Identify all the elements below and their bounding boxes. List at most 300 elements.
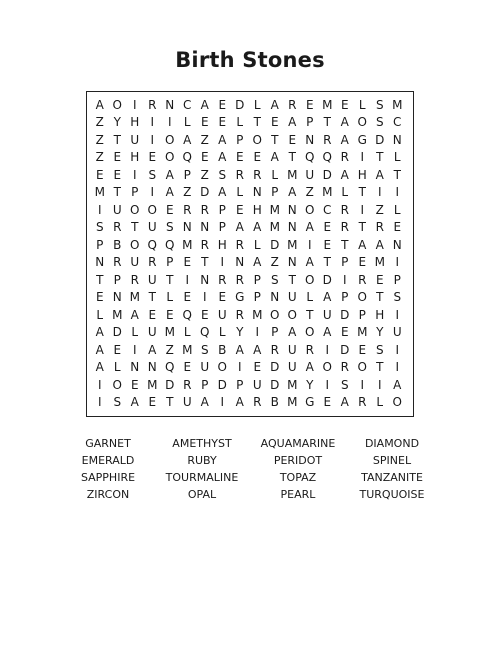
grid-letter[interactable]: P (271, 325, 279, 340)
grid-letter[interactable]: D (322, 167, 332, 182)
grid-letter[interactable]: D (340, 342, 350, 357)
grid-letter[interactable]: E (235, 150, 244, 165)
grid-letter[interactable]: E (200, 307, 209, 322)
grid-letter[interactable]: U (200, 360, 210, 375)
grid-letter[interactable]: H (130, 150, 140, 165)
grid-letter[interactable]: M (322, 97, 333, 112)
grid-letter[interactable]: I (395, 307, 400, 322)
grid-letter[interactable]: M (147, 377, 158, 392)
grid-letter[interactable]: M (322, 185, 333, 200)
grid-letter[interactable]: A (288, 115, 297, 130)
grid-letter[interactable]: U (392, 325, 402, 340)
grid-letter[interactable]: E (253, 360, 262, 375)
grid-letter[interactable]: P (393, 272, 401, 287)
grid-letter[interactable]: L (376, 395, 384, 410)
grid-letter[interactable]: N (112, 290, 122, 305)
grid-letter[interactable]: R (305, 342, 314, 357)
grid-letter[interactable]: O (252, 132, 262, 147)
grid-letter[interactable]: Z (200, 132, 209, 147)
grid-letter[interactable]: A (165, 167, 174, 182)
grid-letter[interactable]: H (130, 115, 140, 130)
grid-letter[interactable]: E (323, 220, 332, 235)
grid-letter[interactable]: R (375, 220, 384, 235)
grid-letter[interactable]: M (252, 307, 263, 322)
grid-letter[interactable]: A (340, 395, 349, 410)
grid-letter[interactable]: T (271, 132, 279, 147)
grid-letter[interactable]: E (148, 150, 157, 165)
grid-letter[interactable]: A (235, 395, 244, 410)
grid-letter[interactable]: E (340, 97, 349, 112)
grid-letter[interactable]: L (183, 115, 191, 130)
grid-letter[interactable]: Y (113, 115, 121, 130)
grid-letter[interactable]: A (218, 132, 227, 147)
grid-letter[interactable]: S (95, 220, 104, 235)
grid-letter[interactable]: I (97, 395, 102, 410)
grid-letter[interactable]: T (113, 185, 121, 200)
grid-letter[interactable]: E (323, 395, 332, 410)
grid-letter[interactable]: I (307, 237, 312, 252)
grid-letter[interactable]: A (200, 97, 209, 112)
grid-letter[interactable]: E (113, 167, 122, 182)
grid-letter[interactable]: R (235, 167, 244, 182)
grid-letter[interactable]: S (375, 115, 384, 130)
grid-letter[interactable]: Z (200, 167, 209, 182)
grid-letter[interactable]: R (340, 150, 349, 165)
grid-letter[interactable]: A (165, 185, 174, 200)
grid-letter[interactable]: R (183, 202, 192, 217)
grid-letter[interactable]: E (375, 272, 384, 287)
grid-letter[interactable]: D (165, 377, 175, 392)
grid-letter[interactable]: A (323, 325, 332, 340)
grid-letter[interactable]: S (113, 395, 122, 410)
grid-letter[interactable]: Z (375, 202, 384, 217)
grid-letter[interactable]: N (287, 202, 297, 217)
grid-letter[interactable]: D (322, 272, 332, 287)
grid-letter[interactable]: U (287, 290, 297, 305)
grid-letter[interactable]: R (200, 202, 209, 217)
grid-letter[interactable]: I (132, 97, 137, 112)
grid-letter[interactable]: A (340, 167, 349, 182)
grid-letter[interactable]: U (322, 307, 332, 322)
grid-letter[interactable]: E (200, 115, 209, 130)
grid-letter[interactable]: A (95, 97, 104, 112)
grid-letter[interactable]: B (113, 237, 122, 252)
grid-letter[interactable]: H (357, 167, 367, 182)
grid-letter[interactable]: E (305, 97, 314, 112)
grid-letter[interactable]: A (218, 150, 227, 165)
grid-letter[interactable]: U (147, 325, 157, 340)
grid-letter[interactable]: P (166, 255, 174, 270)
grid-letter[interactable]: O (357, 360, 367, 375)
grid-letter[interactable]: P (113, 272, 121, 287)
grid-letter[interactable]: P (253, 290, 261, 305)
grid-letter[interactable]: A (270, 97, 279, 112)
grid-letter[interactable]: O (392, 395, 402, 410)
grid-letter[interactable]: O (357, 115, 367, 130)
grid-letter[interactable]: D (375, 132, 385, 147)
grid-letter[interactable]: I (395, 255, 400, 270)
grid-letter[interactable]: U (147, 220, 157, 235)
grid-letter[interactable]: S (340, 377, 349, 392)
grid-letter[interactable]: E (340, 325, 349, 340)
grid-letter[interactable]: T (393, 167, 401, 182)
grid-letter[interactable]: M (287, 167, 298, 182)
grid-letter[interactable]: T (148, 290, 156, 305)
grid-letter[interactable]: L (96, 307, 104, 322)
grid-letter[interactable]: I (167, 115, 172, 130)
grid-letter[interactable]: U (147, 272, 157, 287)
grid-letter[interactable]: O (357, 290, 367, 305)
grid-letter[interactable]: I (150, 185, 155, 200)
grid-letter[interactable]: Q (322, 150, 332, 165)
grid-letter[interactable]: O (147, 202, 157, 217)
grid-letter[interactable]: L (253, 97, 261, 112)
grid-letter[interactable]: U (252, 377, 262, 392)
grid-letter[interactable]: N (200, 272, 210, 287)
grid-letter[interactable]: D (235, 97, 245, 112)
grid-letter[interactable]: I (97, 377, 102, 392)
grid-letter[interactable]: R (253, 395, 262, 410)
grid-letter[interactable]: Z (95, 150, 104, 165)
grid-letter[interactable]: S (165, 220, 174, 235)
grid-letter[interactable]: L (253, 237, 261, 252)
grid-letter[interactable]: M (357, 325, 368, 340)
grid-letter[interactable]: R (148, 255, 157, 270)
grid-letter[interactable]: Q (182, 307, 192, 322)
grid-letter[interactable]: T (323, 115, 331, 130)
grid-letter[interactable]: A (253, 220, 262, 235)
grid-letter[interactable]: E (148, 307, 157, 322)
grid-letter[interactable]: T (113, 132, 121, 147)
grid-letter[interactable]: L (236, 115, 244, 130)
grid-letter[interactable]: R (235, 307, 244, 322)
grid-letter[interactable]: Y (376, 325, 384, 340)
grid-letter[interactable]: R (288, 97, 297, 112)
grid-letter[interactable]: Q (165, 360, 175, 375)
grid-letter[interactable]: T (288, 150, 296, 165)
grid-letter[interactable]: U (287, 342, 297, 357)
grid-letter[interactable]: E (165, 202, 174, 217)
grid-letter[interactable]: O (130, 202, 140, 217)
grid-letter[interactable]: L (236, 185, 244, 200)
grid-letter[interactable]: D (340, 307, 350, 322)
grid-letter[interactable]: T (376, 360, 384, 375)
grid-letter[interactable]: E (235, 202, 244, 217)
grid-letter[interactable]: A (323, 290, 332, 305)
grid-letter[interactable]: U (112, 202, 122, 217)
grid-letter[interactable]: L (218, 325, 226, 340)
grid-letter[interactable]: P (358, 307, 366, 322)
grid-letter[interactable]: R (235, 272, 244, 287)
grid-letter[interactable]: I (220, 395, 225, 410)
grid-letter[interactable]: I (132, 167, 137, 182)
grid-letter[interactable]: R (270, 342, 279, 357)
grid-letter[interactable]: O (305, 202, 315, 217)
grid-letter[interactable]: I (237, 360, 242, 375)
grid-letter[interactable]: P (96, 237, 104, 252)
grid-letter[interactable]: A (235, 342, 244, 357)
grid-letter[interactable]: A (340, 115, 349, 130)
grid-letter[interactable]: O (305, 325, 315, 340)
grid-letter[interactable]: S (393, 290, 402, 305)
grid-letter[interactable]: L (183, 325, 191, 340)
grid-letter[interactable]: E (323, 237, 332, 252)
grid-letter[interactable]: N (252, 185, 262, 200)
grid-letter[interactable]: A (183, 132, 192, 147)
grid-letter[interactable]: I (150, 132, 155, 147)
grid-letter[interactable]: E (270, 115, 279, 130)
grid-letter[interactable]: U (130, 255, 140, 270)
grid-letter[interactable]: R (340, 220, 349, 235)
grid-letter[interactable]: Z (305, 185, 314, 200)
grid-letter[interactable]: P (218, 220, 226, 235)
grid-letter[interactable]: T (131, 220, 139, 235)
grid-letter[interactable]: E (218, 97, 227, 112)
grid-letter[interactable]: N (392, 237, 402, 252)
grid-letter[interactable]: P (341, 290, 349, 305)
grid-letter[interactable]: I (255, 325, 260, 340)
grid-letter[interactable]: O (130, 237, 140, 252)
grid-letter[interactable]: R (148, 97, 157, 112)
grid-letter[interactable]: M (94, 185, 105, 200)
grid-letter[interactable]: R (253, 167, 262, 182)
grid-letter[interactable]: T (166, 272, 174, 287)
grid-letter[interactable]: N (165, 97, 175, 112)
grid-letter[interactable]: A (305, 255, 314, 270)
grid-letter[interactable]: P (253, 272, 261, 287)
grid-letter[interactable]: Z (183, 185, 192, 200)
grid-letter[interactable]: G (357, 132, 367, 147)
grid-letter[interactable]: P (201, 377, 209, 392)
grid-letter[interactable]: I (325, 377, 330, 392)
grid-letter[interactable]: B (218, 342, 227, 357)
grid-letter[interactable]: I (220, 255, 225, 270)
grid-letter[interactable]: Q (147, 237, 157, 252)
grid-letter[interactable]: T (288, 272, 296, 287)
grid-letter[interactable]: A (375, 167, 384, 182)
grid-letter[interactable]: I (360, 150, 365, 165)
grid-letter[interactable]: T (306, 307, 314, 322)
grid-letter[interactable]: O (270, 307, 280, 322)
grid-letter[interactable]: E (95, 290, 104, 305)
grid-letter[interactable]: A (130, 395, 139, 410)
grid-letter[interactable]: H (375, 307, 385, 322)
grid-letter[interactable]: T (96, 272, 104, 287)
grid-letter[interactable]: L (113, 360, 121, 375)
grid-letter[interactable]: S (200, 342, 209, 357)
grid-letter[interactable]: I (342, 272, 347, 287)
grid-letter[interactable]: U (305, 167, 315, 182)
grid-letter[interactable]: M (112, 307, 123, 322)
grid-letter[interactable]: M (392, 97, 403, 112)
grid-letter[interactable]: N (235, 255, 245, 270)
grid-letter[interactable]: U (287, 360, 297, 375)
grid-letter[interactable]: T (376, 290, 384, 305)
grid-letter[interactable]: I (150, 115, 155, 130)
grid-letter[interactable]: M (287, 237, 298, 252)
grid-letter[interactable]: P (236, 377, 244, 392)
grid-letter[interactable]: M (182, 237, 193, 252)
grid-letter[interactable]: A (358, 237, 367, 252)
grid-letter[interactable]: N (200, 220, 210, 235)
grid-letter[interactable]: P (341, 255, 349, 270)
grid-letter[interactable]: Z (95, 115, 104, 130)
grid-letter[interactable]: E (358, 342, 367, 357)
grid-letter[interactable]: T (376, 150, 384, 165)
grid-letter[interactable]: D (270, 377, 280, 392)
grid-letter[interactable]: A (270, 150, 279, 165)
grid-letter[interactable]: R (113, 255, 122, 270)
grid-letter[interactable]: D (270, 237, 280, 252)
grid-letter[interactable]: I (360, 202, 365, 217)
grid-letter[interactable]: O (287, 307, 297, 322)
grid-letter[interactable]: T (323, 255, 331, 270)
grid-letter[interactable]: N (270, 290, 280, 305)
grid-letter[interactable]: I (395, 185, 400, 200)
grid-letter[interactable]: E (253, 150, 262, 165)
grid-letter[interactable]: I (97, 202, 102, 217)
grid-letter[interactable]: L (341, 185, 349, 200)
grid-letter[interactable]: I (132, 342, 137, 357)
grid-letter[interactable]: N (287, 255, 297, 270)
grid-letter[interactable]: I (360, 377, 365, 392)
grid-letter[interactable]: P (271, 185, 279, 200)
grid-letter[interactable]: E (113, 150, 122, 165)
grid-letter[interactable]: E (393, 220, 402, 235)
grid-letter[interactable]: A (340, 132, 349, 147)
grid-letter[interactable]: M (164, 325, 175, 340)
grid-letter[interactable]: R (323, 132, 332, 147)
grid-letter[interactable]: O (322, 360, 332, 375)
grid-letter[interactable]: R (340, 360, 349, 375)
grid-letter[interactable]: G (235, 290, 245, 305)
grid-letter[interactable]: Q (182, 150, 192, 165)
grid-letter[interactable]: A (200, 395, 209, 410)
grid-letter[interactable]: R (358, 272, 367, 287)
grid-letter[interactable]: M (129, 290, 140, 305)
grid-letter[interactable]: A (393, 377, 402, 392)
grid-letter[interactable]: P (131, 185, 139, 200)
grid-letter[interactable]: Z (165, 342, 174, 357)
grid-letter[interactable]: Z (95, 132, 104, 147)
grid-letter[interactable]: A (95, 360, 104, 375)
grid-letter[interactable]: I (202, 290, 207, 305)
grid-letter[interactable]: M (287, 377, 298, 392)
grid-letter[interactable]: R (235, 237, 244, 252)
grid-letter[interactable]: E (288, 132, 297, 147)
grid-letter[interactable]: E (218, 115, 227, 130)
grid-letter[interactable]: E (358, 255, 367, 270)
grid-letter[interactable]: A (253, 255, 262, 270)
grid-letter[interactable]: I (185, 272, 190, 287)
grid-letter[interactable]: L (306, 290, 314, 305)
grid-letter[interactable]: Z (270, 255, 279, 270)
grid-letter[interactable]: O (165, 132, 175, 147)
grid-letter[interactable]: L (271, 167, 279, 182)
grid-letter[interactable]: T (358, 185, 366, 200)
grid-letter[interactable]: G (305, 395, 315, 410)
grid-letter[interactable]: D (112, 325, 122, 340)
grid-letter[interactable]: P (306, 115, 314, 130)
grid-letter[interactable]: T (166, 395, 174, 410)
grid-letter[interactable]: B (270, 395, 279, 410)
grid-letter[interactable]: E (183, 360, 192, 375)
grid-letter[interactable]: M (269, 202, 280, 217)
grid-letter[interactable]: O (165, 150, 175, 165)
grid-letter[interactable]: M (374, 255, 385, 270)
grid-letter[interactable]: D (200, 185, 210, 200)
grid-letter[interactable]: R (218, 272, 227, 287)
grid-letter[interactable]: Q (200, 325, 210, 340)
grid-letter[interactable]: M (269, 220, 280, 235)
grid-letter[interactable]: E (165, 307, 174, 322)
grid-letter[interactable]: I (325, 342, 330, 357)
grid-letter[interactable]: T (201, 255, 209, 270)
grid-letter[interactable]: E (113, 342, 122, 357)
grid-letter[interactable]: N (287, 220, 297, 235)
grid-letter[interactable]: E (183, 290, 192, 305)
grid-letter[interactable]: O (217, 360, 227, 375)
grid-letter[interactable]: A (148, 342, 157, 357)
grid-letter[interactable]: E (218, 290, 227, 305)
grid-letter[interactable]: O (112, 97, 122, 112)
grid-letter[interactable]: E (183, 255, 192, 270)
grid-letter[interactable]: A (305, 360, 314, 375)
grid-letter[interactable]: I (377, 377, 382, 392)
grid-letter[interactable]: R (200, 237, 209, 252)
grid-letter[interactable]: U (130, 132, 140, 147)
grid-letter[interactable]: A (253, 342, 262, 357)
grid-letter[interactable]: S (270, 272, 279, 287)
grid-letter[interactable]: L (166, 290, 174, 305)
grid-letter[interactable]: A (218, 185, 227, 200)
grid-letter[interactable]: L (358, 97, 366, 112)
grid-letter[interactable]: R (130, 272, 139, 287)
grid-letter[interactable]: Q (165, 237, 175, 252)
grid-letter[interactable]: A (95, 325, 104, 340)
grid-letter[interactable]: S (218, 167, 227, 182)
grid-letter[interactable]: I (395, 360, 400, 375)
grid-letter[interactable]: D (217, 377, 227, 392)
grid-letter[interactable]: O (305, 272, 315, 287)
grid-letter[interactable]: C (323, 202, 332, 217)
grid-letter[interactable]: N (147, 360, 157, 375)
grid-letter[interactable]: I (377, 185, 382, 200)
grid-letter[interactable]: O (112, 377, 122, 392)
grid-letter[interactable]: Q (305, 150, 315, 165)
grid-letter[interactable]: S (148, 167, 157, 182)
grid-letter[interactable]: A (288, 185, 297, 200)
grid-letter[interactable]: D (270, 360, 280, 375)
grid-letter[interactable]: R (183, 377, 192, 392)
grid-letter[interactable]: U (217, 307, 227, 322)
grid-letter[interactable]: N (182, 220, 192, 235)
grid-letter[interactable]: E (200, 150, 209, 165)
grid-letter[interactable]: M (287, 395, 298, 410)
grid-letter[interactable]: T (341, 237, 349, 252)
grid-letter[interactable]: S (375, 342, 384, 357)
grid-letter[interactable]: U (182, 395, 192, 410)
grid-letter[interactable]: N (95, 255, 105, 270)
grid-letter[interactable]: E (130, 377, 139, 392)
grid-letter[interactable]: L (393, 202, 401, 217)
grid-letter[interactable]: A (305, 220, 314, 235)
grid-letter[interactable]: R (113, 220, 122, 235)
grid-letter[interactable]: H (252, 202, 262, 217)
grid-letter[interactable]: T (253, 115, 261, 130)
grid-letter[interactable]: A (95, 342, 104, 357)
grid-letter[interactable]: S (375, 97, 384, 112)
